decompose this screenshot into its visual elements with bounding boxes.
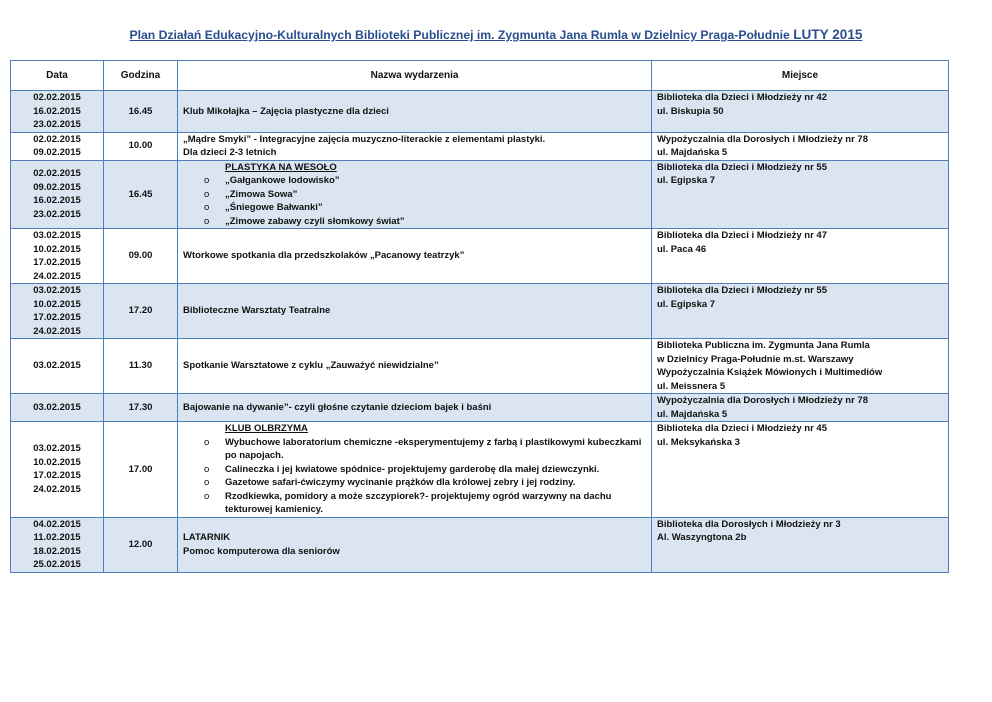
event-line: Pomoc komputerowa dla seniorów [183, 545, 340, 557]
event-heading: KLUB OLBRZYMA [225, 423, 308, 434]
time-cell: 17.00 [104, 422, 178, 518]
date: 25.02.2015 [33, 559, 81, 570]
event-cell: Klub Mikołajka – Zajęcia plastyczne dla dzieci [178, 91, 652, 133]
place-cell [652, 422, 949, 518]
event-cell [178, 160, 652, 229]
table-row [11, 517, 949, 572]
place-line: Biblioteka Publiczna im. Zygmunta Jana Rumla [657, 340, 870, 351]
place-line: Biblioteka dla Dzieci i Młodzieży nr 55 [657, 285, 827, 296]
date: 10.02.2015 [33, 298, 81, 310]
table-row [11, 229, 949, 284]
place-line: ul. Majdańska 5 [657, 147, 728, 158]
date-cell [11, 394, 104, 422]
place-line: ul. Meissnera 5 [657, 380, 726, 392]
event-line: Dla dzieci 2-3 letnich [183, 147, 277, 158]
date: 10.02.2015 [33, 456, 81, 468]
list-item: o Gazetowe safari-ćwiczymy wycinanie prążków dla królowej zebry i jej rodziny. [183, 476, 646, 490]
date: 04.02.2015 [33, 518, 81, 530]
date: 18.02.2015 [33, 545, 81, 557]
header-row [11, 61, 949, 91]
place-line: Wypożyczalnia dla Dorosłych i Młodzieży nr 78 [657, 395, 868, 406]
table-row [11, 394, 949, 422]
place-line: ul. Majdańska 5 [657, 408, 728, 420]
date: 02.02.2015 [33, 168, 81, 180]
place-line: Biblioteka dla Dzieci i Młodzieży nr 45 [657, 423, 827, 434]
date: 16.02.2015 [33, 105, 81, 117]
place-line: Biblioteka dla Dzieci i Młodzieży nr 55 [657, 161, 827, 173]
event-cell [178, 132, 652, 160]
time-cell: 12.00 [104, 517, 178, 572]
list-item: o Rzodkiewka, pomidory a może szczypiorek?- projektujemy ogród warzywny na dachu tekturowej kamienicy. [183, 490, 646, 517]
list-item: o Calineczka i jej kwiatowe spódnice- projektujemy garderobę dla małej dziewczynki. [183, 463, 646, 477]
place-line: ul. Meksykańska 3 [657, 436, 740, 448]
date-cell [11, 517, 104, 572]
table-row [11, 132, 949, 160]
date-cell [11, 339, 104, 394]
schedule-table [10, 60, 949, 573]
date: 09.02.2015 [33, 147, 81, 158]
event-cell: Spotkanie Warsztatowe z cyklu „Zauważyć niewidzialne” [178, 339, 652, 394]
header-place: Miejsce [652, 61, 949, 91]
place-line: ul. Paca 46 [657, 243, 707, 255]
date: 23.02.2015 [33, 208, 81, 220]
date: 24.02.2015 [33, 270, 81, 282]
date: 24.02.2015 [33, 483, 81, 495]
date: 17.02.2015 [33, 470, 81, 482]
title-main: Plan Działań Edukacyjno-Kulturalnych Biblioteki Publicznej im. Zygmunta Jana Rumla w Dzielnicy Praga-Południe [129, 28, 790, 42]
place-line: ul. Biskupia 50 [657, 105, 724, 117]
date: 17.02.2015 [33, 312, 81, 323]
place-cell [652, 339, 949, 394]
header-date: Data [11, 61, 104, 91]
time-cell: 09.00 [104, 229, 178, 284]
list-item: o „Gałgankowe lodowisko” [183, 174, 646, 188]
date: 03.02.2015 [33, 285, 81, 296]
date: 16.02.2015 [33, 195, 81, 207]
place-cell [652, 91, 949, 133]
list-item: o „Śniegowe Bałwanki” [183, 201, 646, 215]
date: 10.02.2015 [33, 243, 81, 255]
list-item: o Wybuchowe laboratorium chemiczne -eksperymentujemy z farbą i plastikowymi kubeczkami po napojach. [183, 436, 646, 463]
place-line: ul. Egipska 7 [657, 298, 716, 310]
date: 03.02.2015 [33, 230, 81, 241]
event-line: „Mądre Smyki” - Integracyjne zajęcia muzyczno-literackie z elementami plastyki. [183, 133, 546, 145]
place-line: Biblioteka dla Dorosłych i Młodzieży nr 3 [657, 518, 841, 530]
place-line: Wypożyczalnia Książek Mówionych i Multimediów [657, 367, 883, 378]
date: 02.02.2015 [33, 133, 81, 145]
time-cell: 17.30 [104, 394, 178, 422]
date-cell [11, 284, 104, 339]
date: 02.02.2015 [33, 92, 81, 103]
table-row [11, 91, 949, 133]
time-cell: 17.20 [104, 284, 178, 339]
table-row [11, 284, 949, 339]
place-line: Biblioteka dla Dzieci i Młodzieży nr 42 [657, 92, 827, 103]
page-title [0, 27, 992, 42]
date-cell [11, 132, 104, 160]
event-heading: PLASTYKA NA WESOŁO [225, 161, 337, 173]
date-cell [11, 229, 104, 284]
date: 17.02.2015 [33, 257, 81, 268]
date: 24.02.2015 [33, 325, 81, 337]
date: 23.02.2015 [33, 119, 81, 130]
date: 03.02.2015 [33, 443, 81, 455]
time-cell: 11.30 [104, 339, 178, 394]
event-cell [178, 517, 652, 572]
title-period: LUTY 2015 [793, 27, 863, 42]
place-line: ul. Egipska 7 [657, 175, 716, 186]
place-line: w Dzielnicy Praga-Południe m.st. Warszawy [657, 353, 854, 365]
place-cell [652, 284, 949, 339]
list-item: o „Zimowa Sowa” [183, 188, 646, 202]
date-cell [11, 422, 104, 518]
date: 11.02.2015 [33, 532, 81, 543]
place-line: Al. Waszyngtona 2b [657, 532, 747, 543]
table-row [11, 160, 949, 229]
table-row [11, 339, 949, 394]
date-cell [11, 91, 104, 133]
place-cell [652, 132, 949, 160]
date: 03.02.2015 [33, 360, 81, 372]
place-cell [652, 160, 949, 229]
date: 09.02.2015 [33, 181, 81, 193]
event-cell [178, 422, 652, 518]
place-cell [652, 517, 949, 572]
time-cell: 16.45 [104, 91, 178, 133]
place-cell [652, 229, 949, 284]
place-line: Biblioteka dla Dzieci i Młodzieży nr 47 [657, 230, 827, 241]
event-cell: Bajowanie na dywanie”- czyli głośne czytanie dzieciom bajek i baśni [178, 394, 652, 422]
date: 03.02.2015 [33, 401, 81, 413]
event-line: LATARNIK [183, 532, 231, 543]
date-cell [11, 160, 104, 229]
time-cell: 16.45 [104, 160, 178, 229]
event-cell: Wtorkowe spotkania dla przedszkolaków „Pacanowy teatrzyk” [178, 229, 652, 284]
place-line: Wypożyczalnia dla Dorosłych i Młodzieży nr 78 [657, 133, 868, 145]
header-event: Nazwa wydarzenia [178, 61, 652, 91]
place-cell [652, 394, 949, 422]
list-item: o „Zimowe zabawy czyli słomkowy świat” [183, 215, 646, 229]
time-cell: 10.00 [104, 132, 178, 160]
header-time: Godzina [104, 61, 178, 91]
table-row [11, 422, 949, 518]
event-cell: Biblioteczne Warsztaty Teatralne [178, 284, 652, 339]
